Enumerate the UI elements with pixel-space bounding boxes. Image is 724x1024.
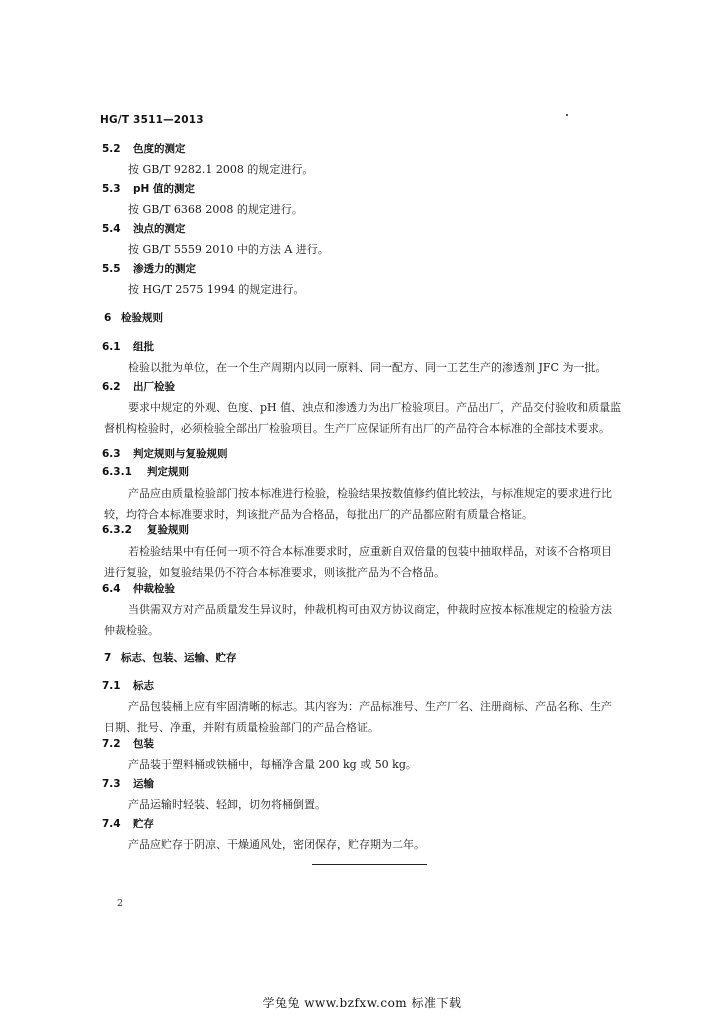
section-number: 6.1: [102, 341, 121, 353]
section-body: 产品包装桶上应有牢固清晰的标志。其内容为：产品标准号、生产厂名、注册商标、产品名称、生产日期、批号、净重，并附有质量检验部门的产品合格证。: [104, 700, 612, 734]
scan-speck: [566, 114, 568, 116]
section-body: 产品装于塑料桶或铁桶中，每桶净含量 200 kg 或 50 kg。: [128, 758, 417, 771]
subsection-number: 6.3.2: [102, 524, 132, 536]
subsection-title: 复验规则: [147, 524, 189, 536]
section-number: 6.4: [102, 583, 121, 595]
section-title: 包装: [133, 738, 154, 750]
section-title: 贮存: [133, 818, 154, 830]
section-number: 5.2: [102, 143, 121, 155]
section-title: 浊点的测定: [133, 223, 186, 235]
chapter-number: 6: [104, 312, 112, 324]
section-body: 按 GB/T 9282.1 2008 的规定进行。: [128, 163, 314, 176]
section-number: 7.3: [102, 778, 121, 790]
section-body: 按 GB/T 5559 2010 中的方法 A 进行。: [128, 243, 329, 256]
end-rule: [312, 864, 427, 865]
page-number: 2: [117, 898, 124, 909]
section-number: 6.3: [102, 448, 121, 460]
section-title: 出厂检验: [133, 381, 175, 393]
subsection-number: 6.3.1: [102, 466, 132, 478]
section-number: 5.5: [102, 263, 121, 275]
section-body: 若检验结果中有任何一项不符合本标准要求时，应重新自双倍量的包装中抽取样品，对该不合格项目进行复验，如复验结果仍不符合本标准要求，则该批产品为不合格品。: [104, 545, 612, 579]
section-number: 5.3: [102, 183, 121, 195]
section-title: 色度的测定: [133, 143, 186, 155]
footer-watermark: 学兔兔 www.bzfxw.com 标准下载: [262, 996, 462, 1010]
section-title: 仲裁检验: [133, 583, 175, 595]
section-body: 按 HG/T 2575 1994 的规定进行。: [128, 283, 305, 296]
section-title: 渗透力的测定: [133, 263, 196, 275]
section-title: pH 值的测定: [133, 183, 195, 195]
section-body: 产品应贮存于阴凉、干燥通风处，密闭保存，贮存期为二年。: [128, 838, 425, 851]
document-code: HG/T 3511—2013: [100, 114, 204, 126]
chapter-title: 标志、包装、运输、贮存: [121, 652, 237, 664]
section-body: 检验以批为单位，在一个生产周期内以同一原料、同一配方、同一工艺生产的渗透剂 JFC 为一批。: [128, 361, 607, 374]
section-title: 运输: [133, 778, 154, 790]
section-number: 7.1: [102, 680, 121, 692]
section-title: 标志: [133, 680, 154, 692]
section-title: 组批: [133, 341, 154, 353]
section-body: 产品应由质量检验部门按本标准进行检验，检验结果按数值修约值比较法，与标准规定的要求进行比较，均符合本标准要求时，判该批产品为合格品，每批出厂的产品都应附有质量合格证。: [104, 487, 612, 521]
chapter-number: 7: [104, 652, 112, 664]
section-body: 要求中规定的外观、色度、pH 值、浊点和渗透力为出厂检验项目。产品出厂，产品交付验收和质量监督机构检验时，必须检验全部出厂检验项目。生产厂应保证所有出厂的产品符合本标准的全部技术要求。: [104, 401, 622, 435]
section-number: 7.4: [102, 818, 121, 830]
section-body: 按 GB/T 6368 2008 的规定进行。: [128, 203, 303, 216]
section-number: 5.4: [102, 223, 121, 235]
section-body: 产品运输时轻装、轻卸，切勿将桶倒置。: [128, 798, 326, 811]
section-title: 判定规则与复验规则: [133, 448, 228, 460]
section-number: 7.2: [102, 738, 121, 750]
section-number: 6.2: [102, 381, 121, 393]
section-body: 当供需双方对产品质量发生异议时，仲裁机构可由双方协议商定，仲裁时应按本标准规定的检验方法仲裁检验。: [104, 603, 612, 637]
chapter-title: 检验规则: [121, 312, 163, 324]
subsection-title: 判定规则: [147, 466, 189, 478]
